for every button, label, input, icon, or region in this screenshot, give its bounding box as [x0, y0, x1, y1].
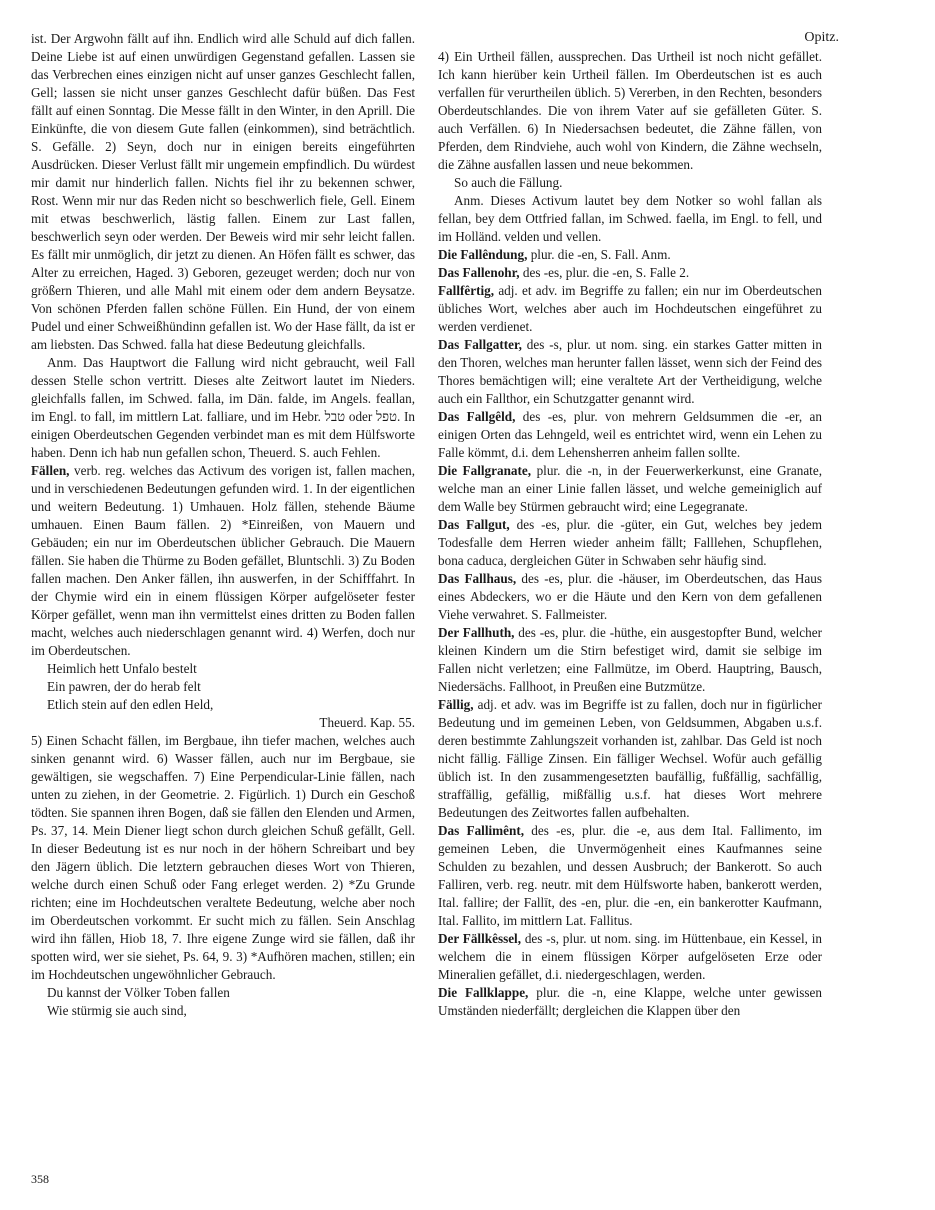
- dictionary-entry: [438, 696, 822, 822]
- verse-line: Ein pawren, der do herab felt: [47, 679, 201, 694]
- entry-text: des -s, plur. ut nom. sing. im Hüttenbaue, ein Kessel, in welchem die in einem flüssigen Körper aufgelöseten Erze oder Mineralien gefället, d.i. niedergeschlagen, werden.: [438, 931, 823, 982]
- dictionary-entry: [438, 336, 822, 408]
- verse-line: Etlich stein auf den edlen Held,: [47, 697, 214, 712]
- page-number: 358: [31, 1172, 49, 1186]
- entry-text: adj. et adv. im Begriffe zu fallen; ein nur im Oberdeutschen übliches Wort, welches aber auch im Hochdeutschen eingeführet zu werden verdienet.: [438, 283, 822, 334]
- entry-headword: Fällen,: [31, 463, 70, 478]
- paragraph: 5) Einen Schacht fällen, im Bergbaue, ihn tiefer machen, welches auch sinken genannt wird. 6) Wasser fällen, auch nur im Bergbaue, sie gewältigen, sie wegschaffen. 7) Eine Perpendicular-Linie fällen, nach unten zu ziehen, in der Geometrie. 2. Figürlich. 1) Durch ein Geschoß tödten. Sie spannen ihren Bogen, daß sie fällen den Elenden und Armen, Ps. 37, 14. Mein Diener liegt schon durch gleichen Schuß gefällt, Gell. In dieser Bedeutung ist es nur noch in der höhern Schreibart und bey den Jägern üblich. Die letztern gebrauchen dieses Wort von Thieren, welche durch einen Schuß oder Fang erleget werden. 2) *Zu Grunde richten; eine im Hochdeutschen veraltete Bedeutung, welche aber noch im Oberdeutschen vorkommt. Er sucht mich zu fällen. Sein Anschlag wird ihn fällen, Hiob 18, 7. Ihre eigene Zunge wird sie fällen, daß ihr spotten wird, wer sie siehet, Ps. 64, 9. 3) *Aufhören machen, stillen; ein im Hochdeutschen ungewöhnlicher Gebrauch.: [31, 733, 415, 982]
- entry-headword: Das Fallgut,: [438, 517, 510, 532]
- dictionary-entry: [438, 624, 822, 696]
- entry-headword: Fallfêrtig,: [438, 283, 495, 298]
- entry-text: verb. reg. welches das Activum des vorigen ist, fallen machen, und in verschiedenen Bedeutungen gefunden wird. 1. In der eigentlichen und weitern Bedeutung. 1) Umhauen. Holz fällen, stehende Bäume umhauen. Einen Baum fällen. 2) *Einreißen, von Mauern und Gebäuden; ein nur im Oberdeutschen üblicher Gebrauch. Die Mauern fällen. Sie haben die Thürme zu Boden gefället, Bluntschli. 3) Zu Boden fallen machen. Den Anker fällen, ihn auswerfen, in der Schifffahrt. In der Chymie wird ein in einem flüssigen Körper aufgelöseter fester Körper gefället, wenn man ihn vermittelst eines dritten zu Boden fallen macht, welches auch niederschlagen genannt wird. 4) Werfen, doch nur im Oberdeutschen.: [31, 463, 415, 658]
- verse-line: Heimlich hett Unfalo bestelt: [47, 661, 197, 676]
- quote-source: Theuerd. Kap. 55.: [319, 715, 415, 730]
- dictionary-entry: [438, 570, 822, 624]
- left-column: [31, 30, 415, 1020]
- paragraph: Anm. Dieses Activum lautet bey dem Notker so wohl fallan als fellan, bey dem Ottfried fallan, im Schwed. faella, im Engl. to fell, und im Holländ. velden und vellen.: [438, 193, 822, 244]
- dictionary-entry: [31, 462, 415, 660]
- paragraph: So auch die Fällung.: [454, 175, 563, 190]
- entry-text: plur. die -n, eine Klappe, welche unter gewissen Umständen niederfällt; dergleichen die Klappen über den: [438, 985, 822, 1018]
- running-head: Opitz.: [804, 30, 839, 45]
- entry-text: plur. die -en, S. Fall. Anm.: [527, 247, 671, 262]
- right-column: [438, 48, 822, 1020]
- entry-headword: Das Fallenohr,: [438, 265, 520, 280]
- dictionary-entry: [438, 822, 822, 930]
- entry-text: plur. die -n, in der Feuerwerkerkunst, eine Granate, welche man an einer Linie fallen lässet, und welche gemeiniglich auf dem Walle bey Stürmen gebraucht wird; eine Legegranate.: [438, 463, 822, 514]
- entry-headword: Das Fallgatter,: [438, 337, 522, 352]
- entry-text: des -es, plur. die -güter, ein Gut, welches bey jedem Todesfalle dem Herren wieder anheim fällt; Falllehen, Schupflehen, bona caduca, dergleichen Güter in Schwaben sehr häufig sind.: [438, 517, 822, 568]
- entry-headword: Fällig,: [438, 697, 474, 712]
- entry-text: adj. et adv. was im Begriffe ist zu fallen, doch nur in figürlicher Bedeutung und im gemeinen Leben, von Geldsummen, Abgaben u.s.f. deren bestimmte Zahlungszeit vorhanden ist, zahlbar. Das Geld ist noch nicht fällig. Fällige Zinsen. Ein fälliger Wechsel. Wofür auch gefällig üblich ist. In den zusammengesetzten baufällig, fußfällig, sachfällig, straffällig, gefällig, mißfällig u.s.f. hat dieses Wort mehrere Bedeutungen des Zeitwortes fallen aufbehalten.: [438, 697, 822, 820]
- dictionary-entry: [438, 246, 822, 264]
- dictionary-entry: [438, 282, 822, 336]
- entry-headword: Das Fallimênt,: [438, 823, 525, 838]
- dictionary-entry: [438, 462, 822, 516]
- entry-headword: Die Fallgranate,: [438, 463, 532, 478]
- entry-text: des -es, plur. die -hüthe, ein ausgestopfter Bund, welcher kleinen Kindern um die Stirn befestiget wird, damit sie selbige im Fallen nicht verletzen; eine Fallmütze, im Oberd. Hauptring, Bausch, Niedersächs. Fallhoot, in Preußen eine Butzmütze.: [438, 625, 822, 694]
- entry-headword: Das Fallhaus,: [438, 571, 517, 586]
- entry-text: des -es, plur. die -e, aus dem Ital. Fallimento, im gemeinen Leben, die Unvermögenheit eines Kaufmannes seine Schulden zu bezahlen, und dessen Ausbruch; der Bankerott. So auch Falliren, verb. reg. neutr. mit dem Hülfsworte haben, bankerott werden, Ital. fallire; der Fallīt, des -en, plur. die -en, ein bankerotter Kaufmann, Ital. Fallito, im mittlern Lat. Fallitus.: [438, 823, 822, 928]
- paragraph: 4) Ein Urtheil fällen, aussprechen. Das Urtheil ist noch nicht gefället. Ich kann hierüber kein Urtheil fällen. Im Oberdeutschen ist es auch verfallen für verurtheilen üblich. 5) Vererben, in den Rechten, besonders Oberdeutschlandes. Die von ihrem Vater auf sie gefälleten Güter. S. auch Verfällen. 6) In Niedersachsen bedeutet, die Zähne fällen, von Pferden, dem Rindviehe, auch wohl von Kindern, die Zähne wechseln, die Zähne ausfallen lassen und neue bekommen.: [438, 49, 822, 172]
- entry-headword: Der Fällkêssel,: [438, 931, 522, 946]
- verse-line: Wie stürmig sie auch sind,: [47, 1003, 187, 1018]
- paragraph: ist. Der Argwohn fällt auf ihn. Endlich wird alle Schuld auf dich fallen. Deine Liebe ist auf einen unwürdigen Gegenstand gefallen. Lassen sie das Verbrechen eines einzigen nicht auf unser ganzes Geschlecht fallen, Gell; lassen sie nicht unser ganzes Geschlecht dafür büßen. Das Fest fällt auf einen Sonntag. Die Messe fällt in den Winter, in den Aprill. Die Einkünfte, die von diesem Gute fallen (einkommen), sind beträchtlich. S. Gefälle. 2) Seyn, doch nur in einigen bereits eingeführten Ausdrücken. Dieser Verlust fällt mir ungemein empfindlich. Du würdest mir damit nur hinderlich fallen. Nichts fiel ihr zu bekennen schwer, Rost. Wenn mir nur das Reden nicht so beschwerlich fiele, Gell. Einem mit etwas beschwerlich, lästig fallen. Einem zur Last fallen, beschwerlich seyn oder werden. Der Beweis wird mir sehr leicht fallen. Es fällt mir unmöglich, dir jetzt zu dienen. An Höfen fällt es schwer, das Alter zu erreichen, Haged. 3) Geboren, gezeuget werden; doch nur von größern Thieren, und alle Mahl mit einem oder dem andern Beysatze. Von schönen Pferden fallen schöne Füllen. Ein Hund, der von einem Pudel und einer Schweißhündinn gefallen ist. Wo der Hase fällt, da ist er am liebsten. Das Schwed. falla hat diese Bedeutung gleichfalls.: [31, 31, 415, 352]
- paragraph: Anm. Das Hauptwort die Fallung wird nicht gebraucht, weil Fall dessen Stelle schon vertritt. Dieses alte Zeitwort lautet im Nieders. gleichfalls fallen, im Schwed. falla, im Dän. falde, im Angels. feallan, im Engl. to fall, im mittlern Lat. falliare, und im Hebr. טבל oder טפל. In einigen Oberdeutschen Gegenden verbindet man es mit dem Hülfsworte haben. Denn ich hab nun gefallen schon, Theuerd. S. auch Fehlen.: [31, 355, 415, 460]
- dictionary-entry: [438, 984, 822, 1020]
- entry-headword: Die Fallklappe,: [438, 985, 529, 1000]
- dictionary-entry: [438, 264, 822, 282]
- entry-text: des -es, plur. die -en, S. Falle 2.: [519, 265, 690, 280]
- entry-text: des -es, plur. die -häuser, im Oberdeutschen, das Haus eines Abdeckers, wo er die Häute und den Kern von dem gefallenen Viehe verwahret. S. Fallmeister.: [438, 571, 822, 622]
- entry-text: des -s, plur. ut nom. sing. ein starkes Gatter mitten in den Thoren, welches man herunter fallen lässet, wenn sich der Feind des Thores bemächtigen will; eine veraltete Art der Vertheidigung, welche auch ein Fallthor, ein Schutzgatter genannt wird.: [438, 337, 822, 406]
- entry-headword: Der Fallhuth,: [438, 625, 515, 640]
- entry-headword: Die Fallêndung,: [438, 247, 528, 262]
- entry-headword: Das Fallgêld,: [438, 409, 516, 424]
- dictionary-entry: [438, 930, 822, 984]
- verse-line: Du kannst der Völker Toben fallen: [47, 985, 230, 1000]
- dictionary-entry: [438, 408, 822, 462]
- entry-text: des -es, plur. von mehrern Geldsummen die -er, an einigen Orten das Lehngeld, weil es entrichtet wird, wenn ein Lehen zu Falle kömmt, d.i. dem Lehensherren anheim fallen sollte.: [438, 409, 822, 460]
- dictionary-entry: [438, 516, 822, 570]
